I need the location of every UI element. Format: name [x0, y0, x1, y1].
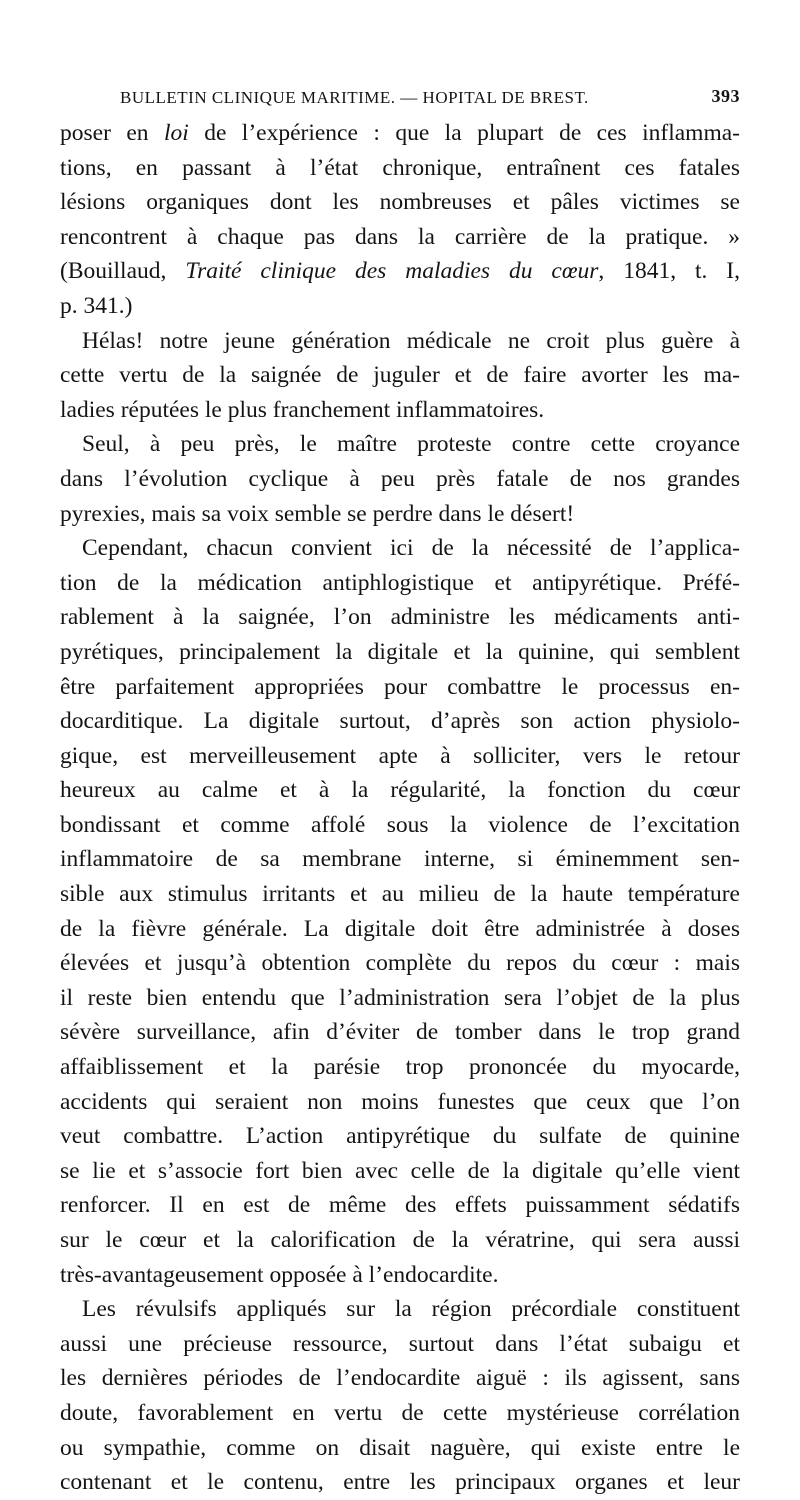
text-segment: pyrexies, mais sa voix semble se perdre dans le désert!	[60, 500, 575, 527]
text-segment: de la fièvre générale. La digitale doit être administrée à doses	[60, 915, 740, 942]
running-title: BULLETIN CLINIQUE MARITIME. — HOPITAL DE BREST.	[120, 88, 589, 107]
text-line	[60, 462, 740, 497]
paragraph	[60, 1292, 740, 1500]
text-segment: se lie et s’associe fort bien avec celle de la digitale qu’elle vient	[60, 1157, 740, 1184]
text-segment: poser en	[60, 120, 164, 146]
text-segment: tions, en passant à l’état chronique, entraînent ces fatales	[60, 154, 740, 181]
text-line	[60, 1015, 740, 1050]
text-line	[60, 324, 740, 359]
text-segment: rencontrent à chaque pas dans la carrière de la pratique. »	[60, 223, 740, 250]
text-segment: p. 341.)	[60, 292, 133, 319]
text-line	[60, 808, 740, 843]
text-segment: très-avantageusement opposée à l’endocardite.	[60, 1261, 499, 1288]
italic-text: Traité clinique des maladies du cœur	[185, 258, 599, 285]
text-line	[60, 289, 740, 324]
text-segment: les dernières périodes de l’endocardite aiguë : ils agissent, sans	[60, 1365, 740, 1392]
text-segment: il reste bien entendu que l’administration sera l’objet de la plus	[60, 984, 740, 1011]
text-segment: aussi une précieuse ressource, surtout dans l’état subaigu et	[60, 1330, 740, 1357]
paragraph	[60, 324, 740, 428]
text-segment: être parfaitement appropriées pour combattre le processus en-	[60, 673, 740, 700]
paragraph	[60, 116, 740, 324]
text-line	[60, 1431, 740, 1466]
text-line	[60, 877, 740, 912]
body-text	[60, 116, 740, 1500]
text-segment: Hélas! notre jeune génération médicale ne croit plus guère à	[82, 327, 740, 354]
text-segment: de l’expérience : que la plupart de ces inflamma-	[188, 120, 740, 146]
text-segment: docarditique. La digitale surtout, d’après son action physiolo-	[60, 708, 740, 735]
text-segment: Seul, à peu près, le maître proteste contre cette croyance	[82, 431, 740, 458]
text-line	[60, 946, 740, 981]
text-line	[60, 393, 740, 428]
text-segment: ou sympathie, comme on disait naguère, qui existe entre le	[60, 1434, 740, 1461]
text-segment: , 1841, t. I,	[598, 258, 740, 285]
text-segment: ladies réputées le plus franchement inflammatoires.	[60, 396, 545, 423]
text-segment: veut combattre. L’action antipyrétique du sulfate de quinine	[60, 1123, 740, 1150]
text-segment: renforcer. Il en est de même des effets puissamment sédatifs	[60, 1192, 740, 1219]
text-segment: accidents qui seraient non moins funestes que ceux que l’on	[60, 1088, 740, 1115]
text-segment: Cependant, chacun convient ici de la nécessité de l’applica-	[82, 535, 740, 562]
text-line	[60, 635, 740, 670]
text-segment: (Bouillaud,	[60, 258, 186, 285]
text-line	[60, 1050, 740, 1085]
text-segment: contenant et le contenu, entre les principaux organes et leur	[60, 1469, 740, 1496]
text-line	[60, 497, 740, 532]
running-head	[60, 82, 740, 112]
text-segment: heureux au calme et à la régularité, la fonction du cœur	[60, 777, 740, 804]
text-line	[60, 185, 740, 220]
text-line	[60, 842, 740, 877]
text-line	[60, 1361, 740, 1396]
text-line	[60, 116, 740, 151]
paragraph	[60, 427, 740, 531]
text-segment: gique, est merveilleusement apte à solliciter, vers le retour	[60, 742, 740, 769]
text-segment: inflammatoire de sa membrane interne, si éminemment sen-	[60, 846, 740, 873]
text-segment: rablement à la saignée, l’on administre les médicaments anti-	[60, 604, 740, 631]
text-segment: sur le cœur et la calorification de la vératrine, qui sera aussi	[60, 1227, 740, 1253]
text-segment: élevées et jusqu’à obtention complète du repos du cœur : mais	[60, 950, 740, 977]
text-line	[60, 254, 740, 289]
text-line	[60, 220, 740, 255]
text-line	[60, 670, 740, 705]
text-line	[60, 427, 740, 462]
text-segment: cette vertu de la saignée de juguler et de faire avorter les ma-	[60, 362, 740, 389]
text-segment: pyrétiques, principalement la digitale et la quinine, qui semblent	[60, 638, 740, 665]
text-segment: lésions organiques dont les nombreuses et pâles victimes se	[60, 189, 740, 216]
text-line	[60, 358, 740, 393]
text-line	[60, 739, 740, 774]
text-line	[60, 704, 740, 739]
text-line	[60, 600, 740, 635]
paragraph	[60, 531, 740, 1292]
text-segment: doute, favorablement en vertu de cette mystérieuse corrélation	[60, 1399, 740, 1426]
text-line	[60, 773, 740, 808]
text-line	[60, 1396, 740, 1431]
text-line	[60, 1119, 740, 1154]
text-line	[60, 981, 740, 1016]
text-line	[60, 1223, 740, 1258]
text-line	[60, 151, 740, 186]
text-segment: Les révulsifs appliqués sur la région précordiale constituent	[82, 1296, 740, 1323]
text-line	[60, 1465, 740, 1500]
text-segment: bondissant et comme affolé sous la violence de l’excitation	[60, 811, 740, 838]
text-segment: tion de la médication antiphlogistique et antipyrétique. Préfé-	[60, 569, 740, 596]
text-line	[60, 1085, 740, 1120]
text-segment: sible aux stimulus irritants et au milieu de la haute température	[60, 881, 740, 908]
text-line	[60, 1258, 740, 1293]
text-line	[60, 1188, 740, 1223]
text-segment: sévère surveillance, afin d’éviter de tomber dans le trop grand	[60, 1019, 740, 1046]
text-segment: dans l’évolution cyclique à peu près fatale de nos grandes	[60, 465, 740, 492]
text-segment: affaiblissement et la parésie trop prononcée du myocarde,	[60, 1054, 740, 1081]
book-page	[60, 82, 740, 1500]
page-number: 393	[711, 86, 740, 106]
italic-text: loi	[163, 120, 189, 146]
text-line	[60, 912, 740, 947]
text-line	[60, 1327, 740, 1362]
text-line	[60, 531, 740, 566]
text-line	[60, 1154, 740, 1189]
text-line	[60, 566, 740, 601]
text-line	[60, 1292, 740, 1327]
